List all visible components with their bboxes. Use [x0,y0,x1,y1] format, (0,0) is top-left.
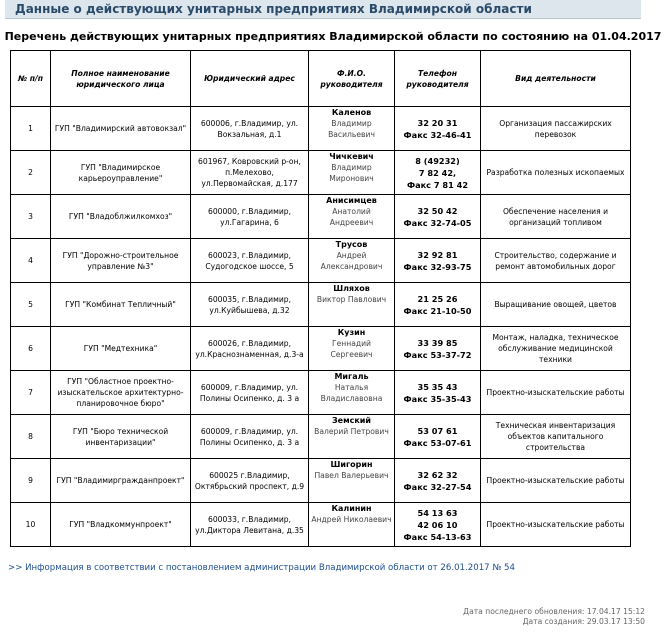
phone-line: Факс 53-07-61 [403,437,472,448]
cell-phone [395,239,481,283]
cell-activity: Техническая инвентаризация объектов капитального строительства [481,415,631,459]
phone-line: 32 50 42 [417,205,458,216]
cell-num: 6 [11,327,51,371]
fio-given-names: Владимир Миронович [329,163,374,183]
table-row [11,327,631,371]
cell-address: 600006, г.Владимир, ул. Вокзальная, д.1 [191,107,309,151]
cell-num: 2 [11,151,51,195]
cell-fio [309,459,395,503]
phone-line: 32 92 81 [417,249,458,260]
cell-activity: Разработка полезных ископаемых [481,151,631,195]
cell-name: ГУП "Бюро технической инвентаризации" [51,415,191,459]
cell-phone [395,151,481,195]
cell-activity: Строительство, содержание и ремонт автомобильных дорог [481,239,631,283]
cell-fio [309,151,395,195]
phone-line: Факс 21-10-50 [403,305,472,316]
phone-line: 33 39 85 [417,337,458,348]
cell-name: ГУП "Владимиргражданпроект" [51,459,191,503]
cell-fio [309,107,395,151]
cell-num: 4 [11,239,51,283]
cell-phone [395,283,481,327]
cell-num: 8 [11,415,51,459]
fio-given-names: Виктор Павлович [316,295,387,304]
cell-activity: Проектно-изыскательские работы [481,371,631,415]
phone-line: 8 (49232) [415,155,460,166]
page-title: Данные о действующих унитарных предприятиях Владимирской области [15,2,532,16]
table-row [11,107,631,151]
cell-activity: Организация пассажирских перевозок [481,107,631,151]
col-header-name: Полное наименование юридического лица [51,51,191,107]
table-row [11,503,631,547]
page-header [5,0,641,19]
cell-phone [395,195,481,239]
phone-line: Факс 32-93-75 [403,261,472,272]
cell-name: ГУП "Владкоммунпроект" [51,503,191,547]
last-updated-date: Дата последнего обновления: 17.04.17 15:12 [463,607,645,616]
fio-given-names: Владимир Васильевич [328,119,375,139]
cell-phone [395,107,481,151]
cell-address: 600035, г.Владимир, ул.Куйбышева, д.32 [191,283,309,327]
cell-activity: Выращивание овощей, цветов [481,283,631,327]
phone-line: Факс 32-74-05 [403,217,472,228]
fio-given-names: Геннадий Сергеевич [330,339,373,359]
fio-given-names: Анатолий Андреевич [329,207,374,227]
cell-name: ГУП "Владоблжилкомхоз" [51,195,191,239]
cell-name: ГУП "Медтехника" [51,327,191,371]
fio-surname: Шигорин [330,460,373,469]
cell-phone [395,415,481,459]
cell-activity: Проектно-изыскательские работы [481,459,631,503]
cell-address: 600025 г.Владимир, Октябрьский проспект, д.9 [191,459,309,503]
phone-line: Факс 54-13-63 [403,531,472,542]
cell-phone [395,503,481,547]
cell-name: ГУП "Владимирский автовокзал" [51,107,191,151]
table-row [11,459,631,503]
fio-given-names: Андрей Александрович [320,251,383,271]
phone-line: 53 07 61 [417,425,458,436]
col-header-phone: Телефон руководителя [395,51,481,107]
phone-line: 32 20 31 [417,117,458,128]
phone-line: 42 06 10 [417,519,458,530]
phone-line: 32 62 32 [417,469,458,480]
cell-fio [309,371,395,415]
phone-line: Факс 35-35-43 [403,393,472,404]
creation-date: Дата создания: 29.03.17 13:50 [522,617,645,626]
cell-address: 600023, г.Владимир, Судогодское шоссе, 5 [191,239,309,283]
phone-line: 7 82 42, [418,167,457,178]
col-header-num: № п/п [11,51,51,107]
table-header-row [11,51,631,107]
cell-activity: Проектно-изыскательские работы [481,503,631,547]
cell-num: 9 [11,459,51,503]
phone-line: Факс 32-27-54 [403,481,472,492]
fio-surname: Каленов [331,108,372,117]
phone-line: 21 25 26 [417,293,458,304]
table-row [11,415,631,459]
cell-num: 7 [11,371,51,415]
fio-surname: Чичкевич [329,152,374,161]
cell-fio [309,283,395,327]
cell-phone [395,327,481,371]
table-row [11,151,631,195]
cell-address: 600009, г.Владимир, ул. Полины Осипенко, д. 3 а [191,371,309,415]
cell-address: 600009, г.Владимир, ул. Полины Осипенко, д. 3 а [191,415,309,459]
fio-given-names: Валерий Петрович [314,427,389,436]
fio-given-names: Андрей Николаевич [311,515,392,524]
phone-line: 54 13 63 [417,507,458,518]
phone-line: Факс 53-37-72 [403,349,472,360]
table-row [11,283,631,327]
col-header-activity: Вид деятельности [481,51,631,107]
cell-num: 5 [11,283,51,327]
cell-address: 600033, г.Владимир, ул.Диктора Левитана, д.35 [191,503,309,547]
fio-surname: Анисимцев [326,196,377,205]
cell-fio [309,415,395,459]
table-subtitle: Перечень действующих унитарных предприятиях Владимирской области по состоянию на 01.04.2017 [4,30,662,43]
cell-num: 10 [11,503,51,547]
fio-surname: Мигаль [334,372,369,381]
cell-fio [309,327,395,371]
cell-name: ГУП "Областное проектно-изыскательское архитектурно-планировочное бюро" [51,371,191,415]
table-row [11,239,631,283]
cell-fio [309,195,395,239]
fio-surname: Кузин [337,328,366,337]
resolution-info-link[interactable]: >> Информация в соответствии с постановлением администрации Владимирской области от 26.01.2017 № 54 [8,563,515,573]
phone-line: Факс 7 81 42 [406,179,469,190]
col-header-fio: Ф.И.О. руководителя [309,51,395,107]
fio-given-names: Наталья Владиславовна [320,383,383,403]
cell-address: 601967, Ковровский р-он, п.Мелехово, ул.Первомайская, д.177 [191,151,309,195]
cell-address: 600026, г.Владимир, ул.Краснознаменная, д.3-а [191,327,309,371]
enterprises-table [10,50,631,547]
fio-surname: Калинин [331,504,372,513]
table-row [11,371,631,415]
fio-surname: Шляхов [333,284,370,293]
cell-num: 1 [11,107,51,151]
phone-line: 35 35 43 [417,381,458,392]
cell-fio [309,503,395,547]
table-row [11,195,631,239]
cell-name: ГУП "Комбинат Тепличный" [51,283,191,327]
col-header-address: Юридический адрес [191,51,309,107]
cell-phone [395,459,481,503]
cell-address: 600000, г.Владимир, ул.Гагарина, 6 [191,195,309,239]
cell-activity: Обеспечение населения и организаций топливом [481,195,631,239]
cell-name: ГУП "Дорожно-строительное управление №3" [51,239,191,283]
fio-surname: Трусов [335,240,368,249]
cell-fio [309,239,395,283]
fio-given-names: Павел Валерьевич [314,471,389,480]
cell-num: 3 [11,195,51,239]
fio-surname: Земский [331,416,372,425]
phone-line: Факс 32-46-41 [403,129,472,140]
cell-activity: Монтаж, наладка, техническое обслуживание медицинской техники [481,327,631,371]
cell-phone [395,371,481,415]
cell-name: ГУП "Владимирское карьероуправление" [51,151,191,195]
